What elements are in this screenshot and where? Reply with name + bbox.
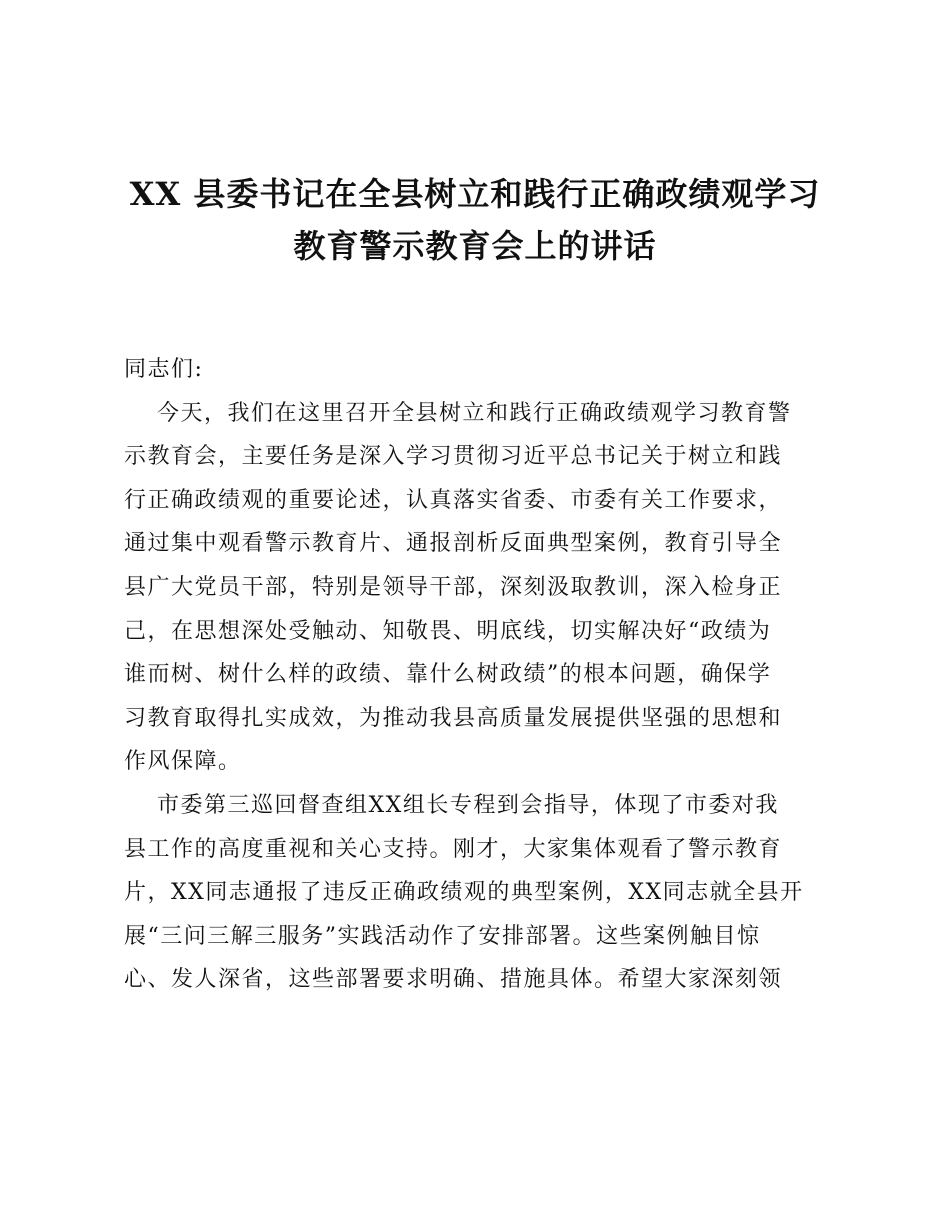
paragraph-1-line: 习教育取得扎实成效，为推动我县高质量发展提供坚强的思想和 [124,705,783,731]
paragraph-1-line: 示教育会，主要任务是深入学习贯彻习近平总书记关于树立和践 [124,444,783,470]
paragraph-2-line: 片，XX同志通报了违反正确政绩观的典型案例，XX同志就全县开 [124,880,804,906]
paragraph-1-line: 谁而树、树什么样的政绩、靠什么树政绩”的根本问题，确保学 [124,662,772,688]
paragraph-2-line: 市委第三巡回督查组XX组长专程到会指导，体现了市委对我 [157,792,779,818]
paragraph-1-line: 县广大党员干部，特别是领导干部，深刻汲取教训，深入检身正 [124,574,783,600]
title-line: 教育警示教育会上的讲话 [293,227,657,265]
title-line: XX 县委书记在全县树立和践行正确政绩观学习 [129,175,821,213]
paragraph-2-line: 心、发人深省，这些部署要求明确、措施具体。希望大家深刻领 [124,967,783,993]
paragraph-1-line: 己，在思想深处受触动、知敬畏、明底线，切实解决好“政绩为 [124,618,772,644]
paragraph-2-line: 展“三问三解三服务”实践活动作了安排部署。这些案例触目惊 [124,923,761,949]
paragraph-1-line: 作风保障。 [124,749,242,775]
salutation: 同志们: [124,357,204,382]
paragraph-2-line: 县工作的高度重视和关心支持。刚才，大家集体观看了警示教育 [124,836,783,862]
paragraph-1-line: 行正确政绩观的重要论述，认真落实省委、市委有关工作要求， [124,487,783,513]
paragraph-1-line: 今天，我们在这里召开全县树立和践行正确政绩观学习教育警 [157,400,792,426]
paragraph-1-line: 通过集中观看警示教育片、通报剖析反面典型案例，教育引导全 [124,531,783,557]
document-title [100,168,850,272]
document-body [124,348,824,1002]
